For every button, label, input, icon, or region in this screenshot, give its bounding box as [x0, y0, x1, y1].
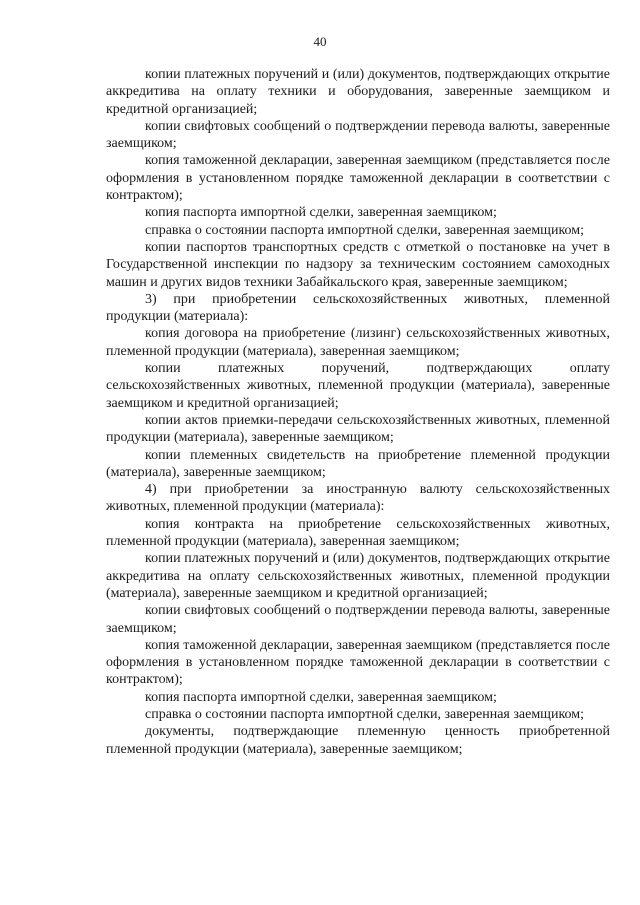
paragraph: справка о состоянии паспорта импортной сделки, заверенная заемщиком; — [145, 222, 585, 238]
paragraph: копии платежных поручений, подтверждающих оплату сельскохозяйственных животных, племенной продукции (материала), заверенные заемщиком и кредитной организацией; — [106, 361, 610, 411]
paragraph: копии свифтовых сообщений о подтверждении перевода валюты, заверенные заемщиком; — [106, 118, 610, 152]
paragraph: копии племенных свидетельств на приобретение племенной продукции (материала), заверенные заемщиком; — [106, 447, 610, 480]
paragraph: документы, подтверждающие племенную ценность приобретенной племенной продукции (материала), заверенные заемщиком; — [106, 724, 610, 757]
paragraph: копия паспорта импортной сделки, заверенная заемщиком; — [145, 205, 497, 221]
paragraph: копии платежных поручений и (или) документов, подтверждающих открытие аккредитива на оплату сельскохозяйственных животных, племенной продукции (материала), заверенные заемщиком и кредитной организацией; — [106, 551, 610, 601]
paragraph: копии актов приемки-передачи сельскохозяйственных животных, племенной продукции (материала), заверенные заемщиком; — [106, 412, 610, 446]
section-heading-4: 4) при приобретении за иностранную валюту сельскохозяйственных животных, племенной продукции (материала): — [106, 482, 610, 515]
paragraph: копии свифтовых сообщений о подтверждении перевода валюты, заверенные заемщиком; — [106, 603, 610, 636]
paragraph: копия паспорта импортной сделки, заверенная заемщиком; — [145, 689, 497, 705]
page-number: 40 — [313, 34, 327, 49]
paragraph: копии платежных поручений и (или) документов, подтверждающих открытие аккредитива на оплату техники и оборудования, заверенные заемщиком и кредитной организацией; — [106, 67, 610, 117]
document-body — [106, 66, 610, 758]
paragraph: копия таможенной декларации, заверенная заемщиком (представляется после оформления в установленном порядке таможенной декларации в соответствии с контрактом); — [106, 153, 610, 204]
paragraph: копия контракта на приобретение сельскохозяйственных животных, племенной продукции (материала), заверенная заемщиком; — [106, 516, 610, 550]
section-heading-3: 3) при приобретении сельскохозяйственных животных, племенной продукции (материала): — [106, 291, 610, 325]
paragraph: копии паспортов транспортных средств с отметкой о постановке на учет в Государственной инспекции по надзору за техническим состоянием самоходных машин и других видов техники Забайкальского края, заверенные заемщиком; — [106, 239, 610, 290]
paragraph: справка о состоянии паспорта импортной сделки, заверенная заемщиком; — [145, 706, 585, 722]
paragraph: копия таможенной декларации, заверенная заемщиком (представляется после оформления в установленном порядке таможенной декларации в соответствии с контрактом); — [106, 637, 610, 688]
paragraph: копия договора на приобретение (лизинг) сельскохозяйственных животных, племенной продукции (материала), заверенная заемщиком; — [106, 326, 610, 359]
